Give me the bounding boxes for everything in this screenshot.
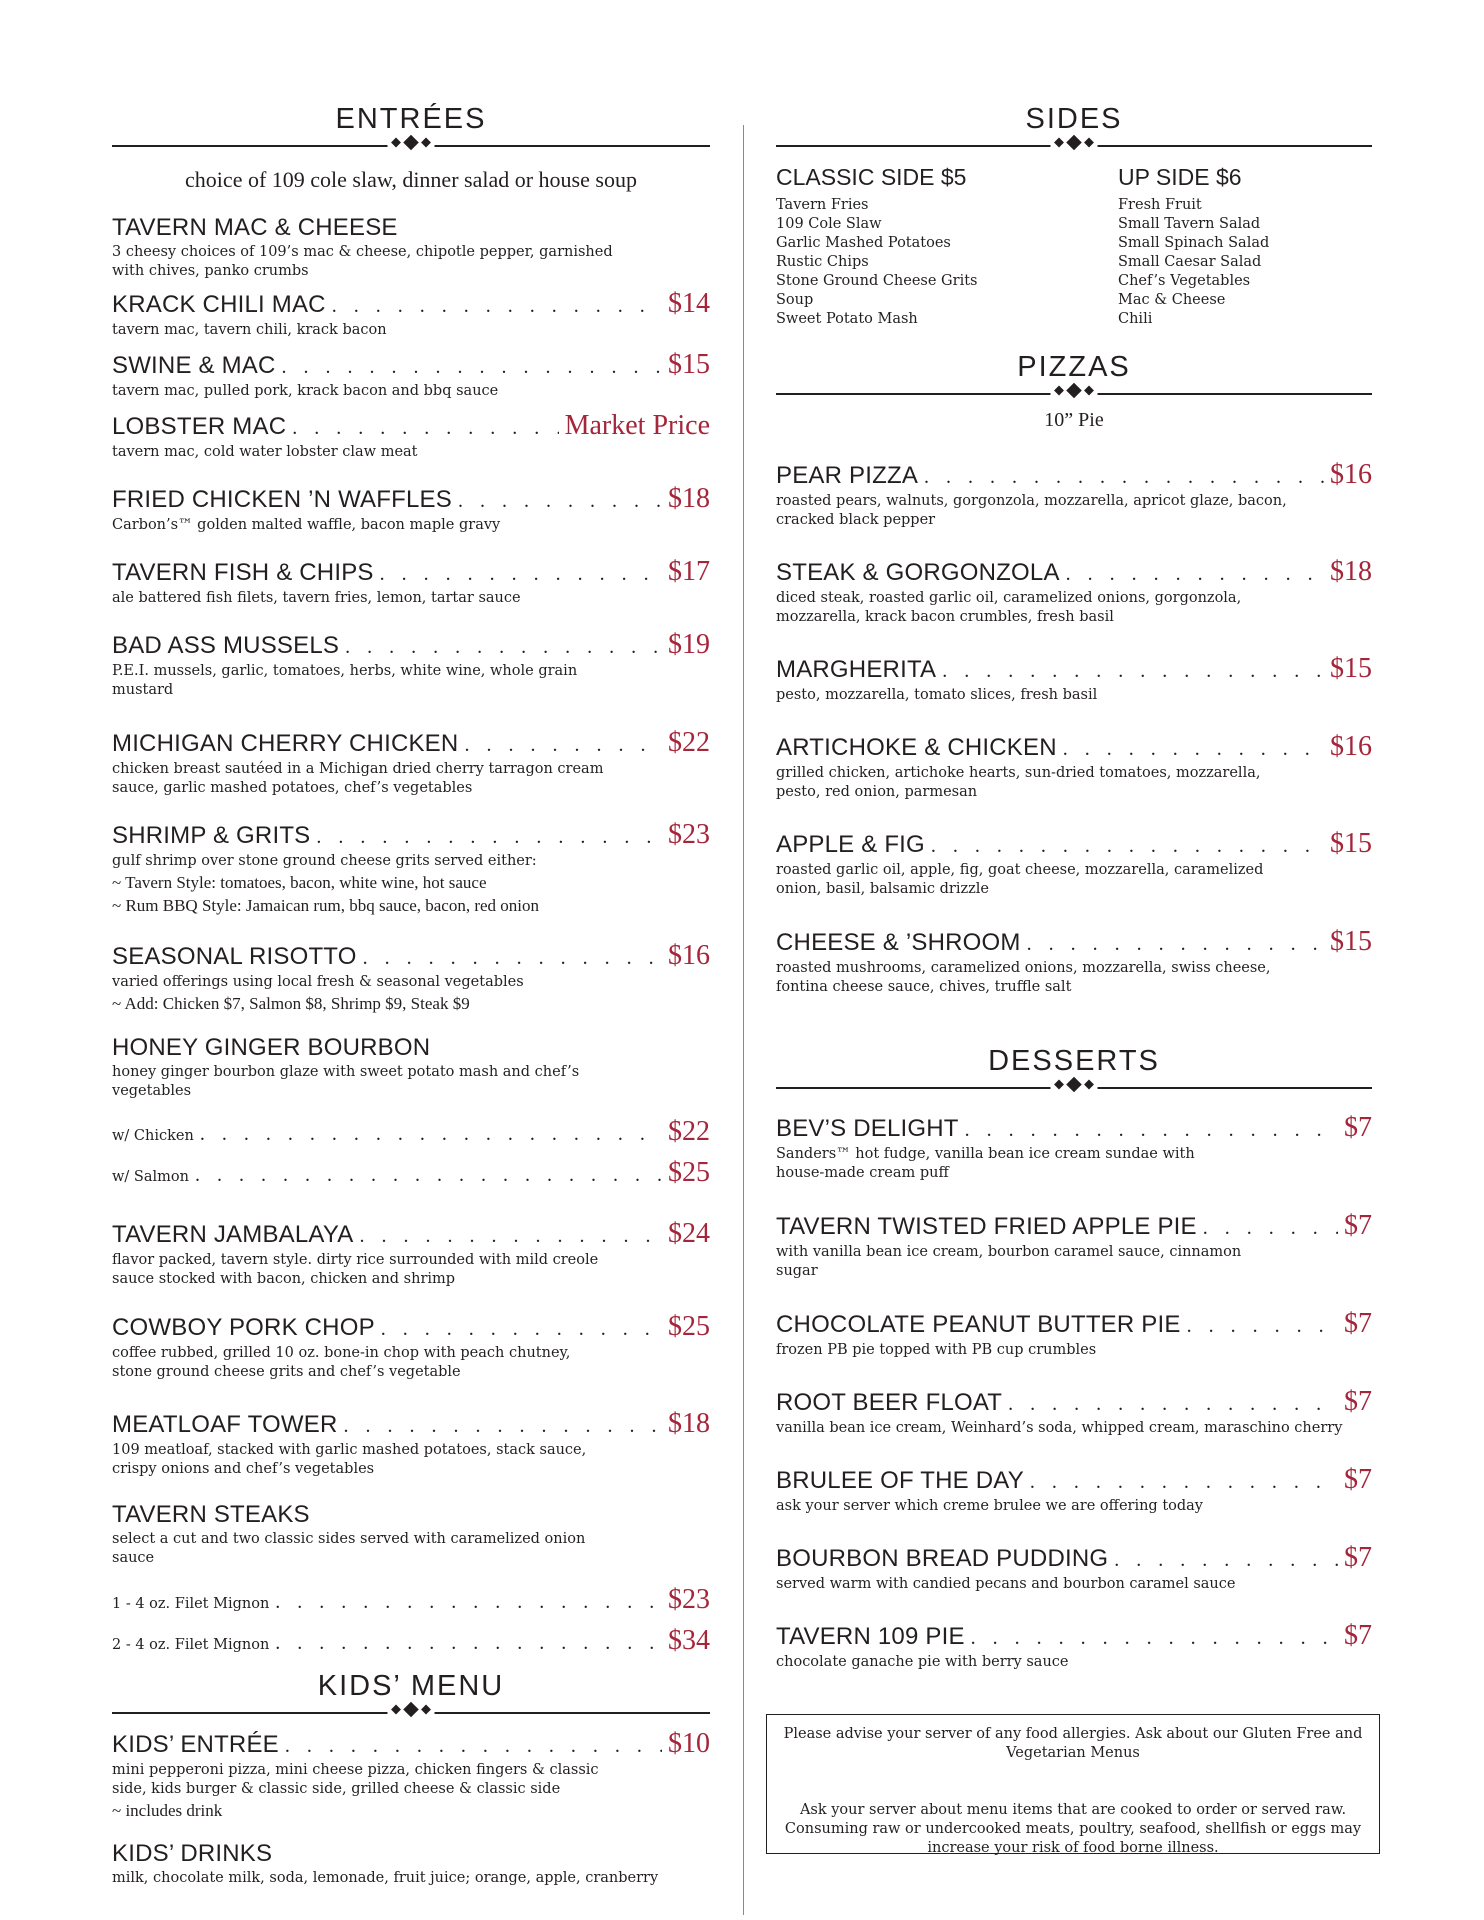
side-item: Soup [776, 292, 814, 308]
menu-item-price: $22 [668, 1116, 710, 1147]
menu-item-name: SWINE & MAC [112, 352, 276, 379]
menu-item-description: tavern mac, tavern chili, krack bacon [112, 322, 387, 338]
menu-item-price: $7 [1344, 1112, 1372, 1143]
dot-leader [359, 1221, 662, 1251]
menu-item-name: BRULEE OF THE DAY [776, 1467, 1024, 1494]
menu-item [112, 1409, 710, 1479]
dot-leader [380, 559, 662, 589]
kids-title: KIDS’ MENU [317, 1670, 505, 1702]
dot-leader [458, 486, 662, 516]
up-sides-list [1118, 196, 1372, 329]
menu-item-description: chocolate ganache pie with berry sauce [776, 1654, 1069, 1670]
dot-leader [195, 1160, 662, 1190]
dot-leader [332, 291, 662, 321]
menu-item-name: KIDS’ DRINKS [112, 1840, 273, 1867]
menu-item-row [112, 350, 710, 382]
menu-item-price: $7 [1344, 1308, 1372, 1339]
menu-item-description: mustard [112, 682, 174, 698]
menu-item-name: CHEESE & ’SHROOM [776, 929, 1021, 956]
menu-item-row [776, 1309, 1372, 1341]
menu-item [776, 1387, 1372, 1438]
menu-item [112, 1585, 710, 1619]
menu-item-price: $16 [668, 940, 710, 971]
menu-item-note: ~ Rum BBQ Style: Jamaican rum, bbq sauce, bacon, red onion [112, 896, 540, 915]
menu-item-name: TAVERN MAC & CHEESE [112, 214, 398, 241]
menu-item-description: Sanders™ hot fudge, vanilla bean ice cream sundae with [776, 1146, 1195, 1162]
menu-item-description: vanilla bean ice cream, Weinhard’s soda, whipped cream, maraschino cherry [776, 1420, 1343, 1436]
menu-item-row [112, 1033, 710, 1063]
menu-item-price: $17 [668, 556, 710, 587]
dot-leader [285, 1731, 662, 1761]
side-item: Garlic Mashed Potatoes [776, 235, 951, 251]
menu-item-price: $34 [668, 1625, 710, 1656]
entrees-header [112, 101, 710, 155]
menu-item-row [112, 411, 710, 443]
menu-item-row [112, 557, 710, 589]
menu-item-description: fontina cheese sauce, chives, truffle salt [776, 979, 1072, 995]
dot-leader [1066, 559, 1324, 589]
pizzas-header [776, 349, 1372, 403]
menu-item-price: $19 [668, 629, 710, 660]
menu-item-price: $7 [1344, 1386, 1372, 1417]
menu-item-row [776, 1621, 1372, 1653]
dot-leader [292, 413, 558, 443]
menu-item-row [776, 654, 1372, 686]
menu-item-row [112, 728, 710, 760]
side-item: 109 Cole Slaw [776, 216, 882, 232]
disclaimer-box [766, 1714, 1380, 1854]
menu-item-description: mozzarella, krack bacon crumbles, fresh basil [776, 609, 1114, 625]
dot-leader [344, 1411, 663, 1441]
menu-item-name: TAVERN TWISTED FRIED APPLE PIE [776, 1213, 1197, 1240]
menu-item-row [112, 1626, 710, 1660]
menu-item-name: 1 - 4 oz. Filet Mignon [112, 1596, 270, 1612]
menu-item-row [112, 213, 710, 243]
menu-item-note: ~ Add: Chicken $7, Salmon $8, Shrimp $9, Steak $9 [112, 994, 470, 1013]
menu-item-description: sauce stocked with bacon, chicken and shrimp [112, 1271, 456, 1287]
menu-item-row [112, 820, 710, 852]
menu-item-name: BOURBON BREAD PUDDING [776, 1545, 1109, 1572]
dot-leader [1008, 1389, 1338, 1419]
menu-item-name: SHRIMP & GRITS [112, 822, 311, 849]
menu-item [112, 1033, 710, 1101]
menu-item [112, 1729, 710, 1822]
dot-leader [381, 1314, 662, 1344]
menu-item-name: APPLE & FIG [776, 831, 925, 858]
menu-item-row [112, 1839, 710, 1869]
menu-item-name: SEASONAL RISOTTO [112, 943, 357, 970]
side-item: Chef’s Vegetables [1118, 273, 1251, 289]
side-item: Chili [1118, 311, 1153, 327]
section-rule [776, 1079, 1372, 1097]
menu-item [112, 411, 710, 462]
menu-item-price: $15 [1330, 828, 1372, 859]
menu-item-description: onion, basil, balsamic drizzle [776, 881, 989, 897]
sides-grid [776, 162, 1372, 329]
menu-item-row [112, 1117, 710, 1151]
side-item: Stone Ground Cheese Grits [776, 273, 978, 289]
menu-item-description: crispy onions and chef’s vegetables [112, 1461, 375, 1477]
menu-item-price: $7 [1344, 1620, 1372, 1651]
dot-leader [363, 943, 662, 973]
desserts-title: DESSERTS [988, 1045, 1160, 1077]
dot-leader [1063, 734, 1324, 764]
menu-item-row [112, 630, 710, 662]
menu-item-price: $18 [668, 483, 710, 514]
menu-item-description: 109 meatloaf, stacked with garlic mashed potatoes, stack sauce, [112, 1442, 587, 1458]
menu-item [112, 557, 710, 608]
side-item: Small Caesar Salad [1118, 254, 1262, 270]
menu-item-note: ~ includes drink [112, 1801, 223, 1820]
side-item: Small Tavern Salad [1118, 216, 1261, 232]
section-rule [776, 137, 1372, 155]
menu-item-price: $10 [668, 1728, 710, 1759]
menu-item-name: w/ Chicken [112, 1128, 194, 1144]
menu-item-row [776, 1465, 1372, 1497]
sides-title: SIDES [1025, 103, 1123, 135]
dot-leader [1027, 929, 1324, 959]
menu-item-description: sauce [112, 1550, 155, 1566]
menu-item-price: $18 [668, 1408, 710, 1439]
menu-item-row [112, 484, 710, 516]
menu-item-description: P.E.I. mussels, garlic, tomatoes, herbs, white wine, whole grain [112, 663, 578, 679]
menu-item-name: TAVERN JAMBALAYA [112, 1221, 354, 1248]
pizzas-title: PIZZAS [1017, 351, 1131, 383]
menu-item-name: ROOT BEER FLOAT [776, 1389, 1003, 1416]
menu-item-name: MEATLOAF TOWER [112, 1411, 338, 1438]
menu-item-description: roasted mushrooms, caramelized onions, mozzarella, swiss cheese, [776, 960, 1271, 976]
menu-item-description: sauce, garlic mashed potatoes, chef’s vegetables [112, 780, 473, 796]
menu-item [112, 1158, 710, 1192]
menu-item-price: $24 [668, 1218, 710, 1249]
dot-leader [1030, 1467, 1338, 1497]
dot-leader [942, 656, 1324, 686]
menu-item-description: varied offerings using local fresh & seasonal vegetables [112, 974, 524, 990]
menu-item-description: chicken breast sautéed in a Michigan dried cherry tarragon cream [112, 761, 604, 777]
menu-item-description: pesto, red onion, parmesan [776, 784, 978, 800]
menu-item [776, 1543, 1372, 1594]
menu-item-description: honey ginger bourbon glaze with sweet potato mash and chef’s [112, 1064, 580, 1080]
menu-item-price: $23 [668, 819, 710, 850]
dot-leader [1187, 1311, 1338, 1341]
up-sides-title: UP SIDE $6 [1118, 164, 1242, 190]
dot-leader [275, 1587, 662, 1617]
menu-item-price: $22 [668, 727, 710, 758]
menu-item-price: $7 [1344, 1464, 1372, 1495]
dot-leader [200, 1119, 662, 1149]
menu-item [776, 460, 1372, 530]
menu-item-price: $18 [1330, 556, 1372, 587]
dot-leader [931, 831, 1324, 861]
section-rule [776, 385, 1372, 403]
menu-item-name: 2 - 4 oz. Filet Mignon [112, 1637, 270, 1653]
menu-item-row [112, 1585, 710, 1619]
menu-item-price: $15 [1330, 653, 1372, 684]
menu-item-row [776, 1543, 1372, 1575]
menu-item-description: Carbon’s™ golden malted waffle, bacon maple gravy [112, 517, 501, 533]
menu-item-description: mini pepperoni pizza, mini cheese pizza, chicken fingers & classic [112, 1762, 599, 1778]
menu-item-name: MARGHERITA [776, 656, 937, 683]
menu-item [776, 1309, 1372, 1360]
side-item: Small Spinach Salad [1118, 235, 1270, 251]
menu-item-row [112, 289, 710, 321]
menu-item-description: cracked black pepper [776, 512, 936, 528]
menu-item [776, 829, 1372, 899]
menu-item-name: CHOCOLATE PEANUT BUTTER PIE [776, 1311, 1181, 1338]
dot-leader [275, 1628, 662, 1658]
menu-item-name: FRIED CHICKEN ’N WAFFLES [112, 486, 452, 513]
side-item: Tavern Fries [776, 197, 869, 213]
classic-sides-title: CLASSIC SIDE $5 [776, 164, 967, 190]
menu-item-name: BAD ASS MUSSELS [112, 632, 340, 659]
menu-item-description: with chives, panko crumbs [112, 263, 309, 279]
classic-sides-list [776, 196, 1118, 329]
menu-item-price: $16 [1330, 459, 1372, 490]
menu-item-price: $14 [668, 288, 710, 319]
menu-item-name: TAVERN FISH & CHIPS [112, 559, 374, 586]
menu-item-description: pesto, mozzarella, tomato slices, fresh basil [776, 687, 1098, 703]
menu-item-description: select a cut and two classic sides served with caramelized onion [112, 1531, 586, 1547]
menu-item-description: diced steak, roasted garlic oil, caramelized onions, gorgonzola, [776, 590, 1242, 606]
menu-item [776, 1621, 1372, 1672]
dot-leader [924, 462, 1324, 492]
side-item: Mac & Cheese [1118, 292, 1226, 308]
menu-item [776, 732, 1372, 802]
menu-item-description: gulf shrimp over stone ground cheese grits served either: [112, 853, 537, 869]
menu-item-price: $16 [1330, 731, 1372, 762]
dot-leader [345, 632, 662, 662]
sides-header [776, 101, 1372, 155]
menu-item-row [112, 1219, 710, 1251]
menu-item-name: TAVERN STEAKS [112, 1501, 310, 1528]
menu-item-name: PEAR PIZZA [776, 462, 919, 489]
menu-item-price: $15 [668, 349, 710, 380]
menu-item-name: HONEY GINGER BOURBON [112, 1034, 431, 1061]
menu-item-row [776, 1387, 1372, 1419]
menu-item-name: MICHIGAN CHERRY CHICKEN [112, 730, 459, 757]
menu-item-description: vegetables [112, 1083, 192, 1099]
menu-item [112, 350, 710, 401]
menu-item-price: $7 [1344, 1210, 1372, 1241]
menu-item [112, 630, 710, 700]
menu-item-row [776, 1113, 1372, 1145]
menu-item [776, 1113, 1372, 1183]
menu-item-name: ARTICHOKE & CHICKEN [776, 734, 1057, 761]
menu-item-row [776, 557, 1372, 589]
menu-item-price: $15 [1330, 926, 1372, 957]
menu-item [112, 728, 710, 798]
menu-item-name: KIDS’ ENTRÉE [112, 1731, 279, 1758]
classic-sides [776, 162, 1118, 329]
menu-item [112, 1626, 710, 1660]
section-rule [112, 1704, 710, 1722]
menu-item-description: 3 cheesy choices of 109’s mac & cheese, chipotle pepper, garnished [112, 244, 613, 260]
menu-item-price: $25 [668, 1157, 710, 1188]
menu-item [112, 484, 710, 535]
menu-item [776, 927, 1372, 997]
menu-item-row [112, 1158, 710, 1192]
column-divider [743, 125, 744, 1915]
menu-item-row [112, 1409, 710, 1441]
menu-item-price: $23 [668, 1584, 710, 1615]
menu-item-name: w/ Salmon [112, 1169, 189, 1185]
menu-item-row [112, 941, 710, 973]
menu-item-description: served warm with candied pecans and bourbon caramel sauce [776, 1576, 1236, 1592]
menu-item-description: flavor packed, tavern style. dirty rice surrounded with mild creole [112, 1252, 599, 1268]
menu-item-note: ~ Tavern Style: tomatoes, bacon, white wine, hot sauce [112, 873, 487, 892]
entrees-title: ENTRÉES [335, 103, 487, 135]
menu-item-description: roasted pears, walnuts, gorgonzola, mozzarella, apricot glaze, bacon, [776, 493, 1287, 509]
menu-item-description: tavern mac, cold water lobster claw meat [112, 444, 418, 460]
menu-item-name: BEV’S DELIGHT [776, 1115, 959, 1142]
menu-item [776, 557, 1372, 627]
menu-item-price: $7 [1344, 1542, 1372, 1573]
menu-item-description: milk, chocolate milk, soda, lemonade, fruit juice; orange, apple, cranberry [112, 1870, 659, 1886]
menu-item [112, 1839, 710, 1888]
menu-item-description: coffee rubbed, grilled 10 oz. bone-in chop with peach chutney, [112, 1345, 571, 1361]
menu-item-name: STEAK & GORGONZOLA [776, 559, 1060, 586]
menu-item [112, 1500, 710, 1568]
dot-leader [282, 352, 662, 382]
menu-item-name: LOBSTER MAC [112, 413, 287, 440]
raw-food-notice: Ask your server about menu items that are cooked to order or served raw. Consuming raw or undercooked meats, poultry, seafood, shellfish or eggs may increase your risk of food borne illness. [784, 1802, 1362, 1856]
allergy-notice: Please advise your server of any food allergies. Ask about our Gluten Free and Vegetarian Menus [783, 1726, 1363, 1761]
menu-item [112, 941, 710, 1015]
menu-item [112, 213, 710, 281]
dot-leader [316, 822, 662, 852]
menu-item-description: ask your server which creme brulee we are offering today [776, 1498, 1203, 1514]
up-sides [1118, 162, 1372, 329]
menu-item [776, 1465, 1372, 1516]
menu-item [112, 289, 710, 340]
pizzas-subtitle: 10” Pie [1044, 409, 1104, 431]
menu-item-row [776, 1211, 1372, 1243]
menu-item-row [112, 1729, 710, 1761]
menu-item-row [776, 732, 1372, 764]
section-rule [112, 137, 710, 155]
side-item: Fresh Fruit [1118, 197, 1202, 213]
menu-item [112, 1219, 710, 1289]
menu-item-description: grilled chicken, artichoke hearts, sun-dried tomatoes, mozzarella, [776, 765, 1261, 781]
menu-item-description: with vanilla bean ice cream, bourbon caramel sauce, cinnamon [776, 1244, 1242, 1260]
menu-item-description: roasted garlic oil, apple, fig, goat cheese, mozzarella, caramelized [776, 862, 1264, 878]
menu-item-description: sugar [776, 1263, 818, 1279]
dot-leader [464, 730, 662, 760]
menu-item-name: COWBOY PORK CHOP [112, 1314, 375, 1341]
menu-item-description: tavern mac, pulled pork, krack bacon and bbq sauce [112, 383, 499, 399]
menu-item [112, 1117, 710, 1151]
dot-leader [1203, 1213, 1338, 1243]
menu-item-row [776, 927, 1372, 959]
menu-item [112, 1312, 710, 1382]
side-item: Rustic Chips [776, 254, 869, 270]
menu-item-description: frozen PB pie topped with PB cup crumbles [776, 1342, 1097, 1358]
menu-item-description: side, kids burger & classic side, grilled cheese & classic side [112, 1781, 561, 1797]
dot-leader [1114, 1545, 1338, 1575]
menu-item-row [776, 460, 1372, 492]
entrees-note: choice of 109 cole slaw, dinner salad or house soup [185, 167, 637, 192]
menu-item-price: Market Price [564, 410, 710, 441]
menu-item-description: ale battered fish filets, tavern fries, lemon, tartar sauce [112, 590, 521, 606]
menu-item [112, 820, 710, 917]
menu-item-row [776, 829, 1372, 861]
menu-item-name: KRACK CHILI MAC [112, 291, 326, 318]
menu-item-description: stone ground cheese grits and chef’s vegetable [112, 1364, 461, 1380]
side-item: Sweet Potato Mash [776, 311, 918, 327]
dot-leader [965, 1115, 1338, 1145]
dot-leader [971, 1623, 1338, 1653]
menu-item-row [112, 1500, 710, 1530]
kids-header [112, 1668, 710, 1722]
menu-item-description: house-made cream puff [776, 1165, 949, 1181]
menu-item [776, 654, 1372, 705]
menu-item [776, 1211, 1372, 1281]
desserts-header [776, 1043, 1372, 1097]
menu-item-name: TAVERN 109 PIE [776, 1623, 965, 1650]
menu-item-row [112, 1312, 710, 1344]
menu-item-price: $25 [668, 1311, 710, 1342]
